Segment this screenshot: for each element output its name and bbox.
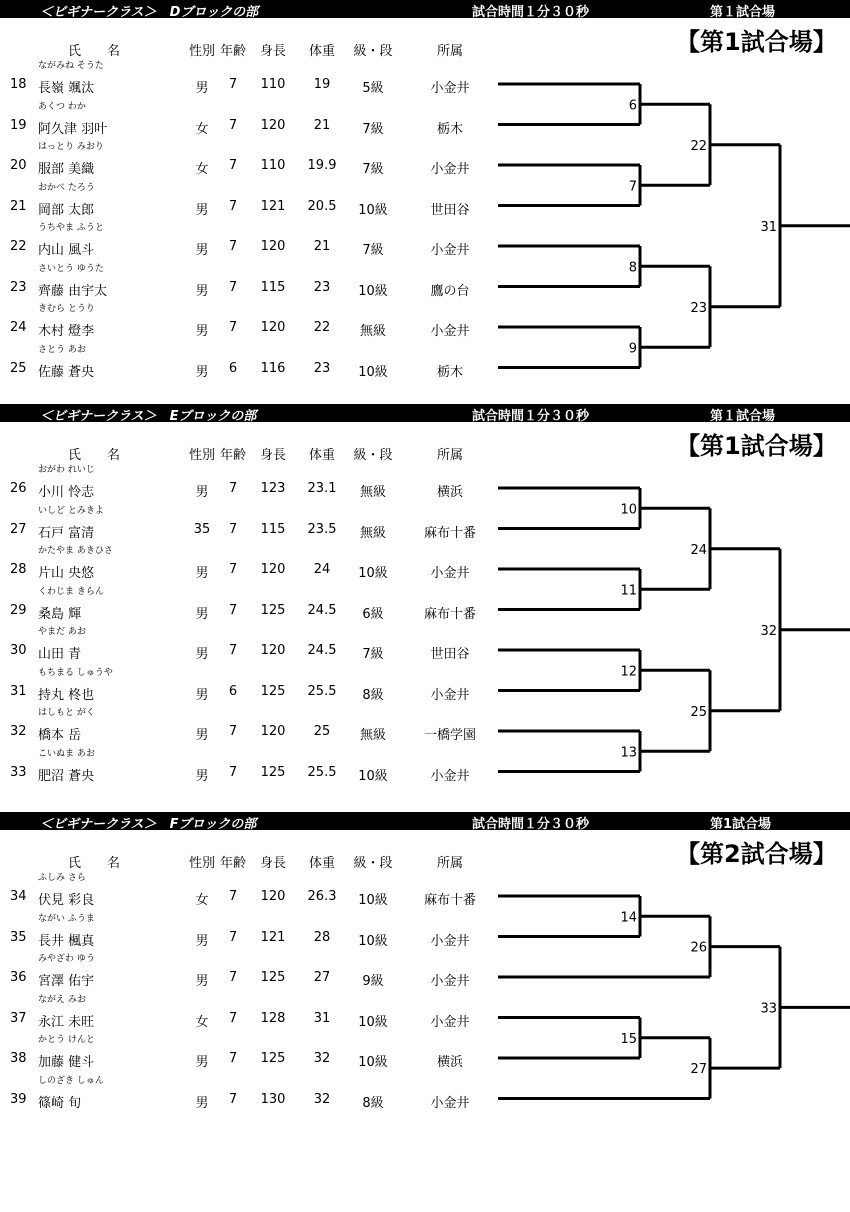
name-reading: おがわ れいじ [38,465,95,475]
competitor-rank: 10級 [358,566,388,581]
competitor-affil: 横浜 [436,485,464,500]
name-reading: さとう あお [38,344,86,355]
competitor-name: 長嶺 颯汰 [38,81,95,96]
competitor-height: 120 [260,117,286,133]
competitor-age: 7 [228,724,238,739]
competitor-weight: 23.5 [307,521,337,537]
competitor-number: 29 [10,602,27,618]
competitor-number: 28 [10,562,27,577]
column-header-rank: 級・段 [353,856,393,871]
competitor-gender: 女 [195,162,209,177]
column-header-age: 年齢 [219,448,247,463]
match-time: 試合時間１分３０秒 [472,817,590,832]
competitor-number: 23 [10,279,27,295]
competitor-gender: 男 [195,243,209,258]
competitor-number: 27 [10,521,27,537]
competitor-weight: 31 [313,1010,331,1026]
competitor-name: 橋本 岳 [38,728,82,743]
competitor-number: 21 [10,198,27,214]
name-reading: やまだ あお [38,627,86,637]
competitor-name: 伏見 彩良 [38,893,95,908]
competitor-rank: 10級 [358,768,388,784]
competitor-gender: 男 [195,202,209,218]
competitor-number: 22 [10,239,27,254]
column-header-affil: 所属 [436,856,464,871]
competitor-age: 7 [228,643,238,658]
competitor-name: 岡部 太郎 [38,202,95,218]
column-header-affil: 所属 [436,44,464,59]
match-number: 6 [628,98,637,114]
competitor-number: 26 [10,481,27,496]
match-number: 33 [760,1001,777,1017]
competitor-gender: 男 [195,324,209,339]
name-reading: しのざき しゅん [38,1075,104,1086]
column-header-name: 氏 名 [68,448,121,463]
competitor-number: 18 [10,77,27,92]
competitor-gender: 男 [195,1095,209,1111]
competitor-affil: 小金井 [430,687,470,703]
venue-label: 第1試合場 [710,817,772,832]
match-number: 24 [690,542,707,558]
name-reading: もちまる しゅうや [38,667,113,678]
match-number: 26 [690,940,707,956]
competitor-rank: 10級 [358,893,388,908]
competitor-affil: 小金井 [430,566,470,581]
competitor-affil: 小金井 [430,324,470,339]
competitor-gender: 男 [195,933,209,949]
competitor-age: 7 [228,239,238,254]
competitor-number: 25 [10,360,27,376]
name-reading: さいとう ゆうた [38,263,104,274]
match-number: 11 [620,583,637,599]
match-number: 31 [760,219,777,235]
competitor-height: 116 [260,360,286,376]
competitor-weight: 24 [313,562,331,577]
competitor-number: 33 [10,764,27,780]
competitor-gender: 男 [195,283,209,299]
competitor-height: 121 [260,929,286,945]
competitor-age: 7 [228,1051,238,1066]
competitor-gender: 女 [195,121,209,137]
competitor-height: 120 [260,643,286,658]
name-reading: きむら とうり [38,304,95,314]
competitor-weight: 21 [313,117,331,133]
bracket-block [0,812,850,1212]
competitor-affil: 麻布十番 [423,525,477,541]
name-reading: こいぬま あお [38,748,95,759]
competitor-number: 32 [10,724,27,739]
competitor-height: 123 [260,481,286,496]
class-label: ＜ビギナークラス＞ Fブロックの部 [40,817,257,832]
competitor-rank: 無級 [359,485,387,500]
column-header-name: 氏 名 [68,44,121,59]
competitor-name: 服部 美織 [38,162,95,177]
competitor-name: 永江 未旺 [38,1014,95,1030]
column-header-affil: 所属 [436,448,464,463]
competitor-rank: 8級 [362,1095,384,1111]
competitor-weight: 26.3 [307,889,337,904]
name-reading: いしど とみきよ [38,505,104,516]
competitor-affil: 麻布十番 [423,606,477,622]
competitor-rank: 7級 [362,121,384,137]
name-reading: あくつ わか [38,101,86,112]
competitor-age: 7 [228,929,238,945]
competitor-height: 121 [260,198,286,214]
competitor-age: 6 [228,360,238,376]
competitor-weight: 23 [313,279,331,295]
competitor-weight: 25.5 [307,683,337,699]
competitor-weight: 23 [313,360,331,376]
competitor-height: 125 [260,1051,286,1066]
match-number: 7 [628,179,637,195]
competitor-age: 7 [228,77,238,92]
competitor-affil: 小金井 [430,81,470,96]
competitor-rank: 10級 [358,364,388,380]
competitor-age: 7 [228,889,238,904]
competitor-height: 120 [260,239,286,254]
competitor-age: 7 [228,970,238,985]
competitor-height: 125 [260,764,286,780]
match-number: 10 [620,502,637,518]
competitor-age: 7 [228,521,238,537]
competitor-age: 7 [228,481,238,496]
competitor-name: 佐藤 蒼央 [38,364,95,380]
competitor-rank: 10級 [358,283,388,299]
competitor-rank: 5級 [362,81,384,96]
competitor-rank: 7級 [362,243,384,258]
competitor-age: 7 [228,602,238,618]
competitor-number: 37 [10,1010,27,1026]
match-number: 15 [620,1031,637,1047]
competitor-gender: 男 [195,606,209,622]
competitor-affil: 鷹の台 [430,283,470,299]
competitor-affil: 小金井 [430,162,470,177]
competitor-name: 山田 青 [38,647,82,662]
competitor-name: 石戸 富清 [38,525,95,541]
name-reading: ながい ふうま [38,913,95,924]
name-reading: みやざわ ゆう [38,954,95,964]
name-reading: はしもと がく [38,708,95,718]
competitor-age: 7 [228,764,238,780]
name-reading: ながえ みお [38,994,86,1005]
competitor-weight: 27 [313,970,331,985]
competitor-name: 阿久津 羽叶 [38,121,108,137]
competitor-gender: 男 [195,974,209,989]
match-number: 32 [760,623,777,639]
competitor-number: 24 [10,320,27,335]
class-label: ＜ビギナークラス＞ Dブロックの部 [40,5,259,20]
competitor-gender: 男 [195,566,209,581]
competitor-weight: 22 [313,320,331,335]
competitor-rank: 無級 [359,324,387,339]
column-header-gender: 性別 [188,856,216,871]
competitor-name: 持丸 柊也 [38,687,95,703]
competitor-height: 120 [260,320,286,335]
competitor-name: 肥沼 蒼央 [38,768,95,784]
competitor-weight: 25.5 [307,764,337,780]
competitor-gender: 男 [195,81,209,96]
column-header-height: 身長 [259,44,287,59]
venue-title: 【第1試合場】 [676,28,837,56]
competitor-name: 加藤 健斗 [38,1055,95,1070]
competitor-age: 7 [228,279,238,295]
competitor-height: 110 [260,158,286,173]
competitor-name: 木村 燈李 [38,324,95,339]
column-header-height: 身長 [259,448,287,463]
competitor-age: 7 [228,158,238,173]
competitor-gender: 男 [195,728,209,743]
competitor-height: 125 [260,970,286,985]
competitor-rank: 7級 [362,647,384,662]
competitor-weight: 32 [313,1051,331,1066]
competitor-height: 120 [260,889,286,904]
name-reading: くわじま きらん [38,586,104,597]
competitor-name: 内山 風斗 [38,243,95,258]
match-number: 25 [690,704,707,720]
competitor-age: 7 [228,320,238,335]
name-reading: かたやま あきひさ [38,546,113,556]
competitor-gender: 男 [195,364,209,380]
column-header-gender: 性別 [188,448,216,463]
competitor-rank: 無級 [359,728,387,743]
competitor-gender: 男 [195,485,209,500]
venue-label: 第１試合場 [710,409,776,424]
match-number: 13 [620,745,637,761]
competitor-height: 125 [260,602,286,618]
competitor-gender: 女 [195,893,209,908]
competitor-gender: 男 [195,768,209,784]
venue-label: 第１試合場 [710,5,776,20]
competitor-height: 130 [260,1091,286,1107]
name-reading: ながみね そうた [38,61,104,71]
competitor-affil: 栃木 [436,121,464,137]
competitor-affil: 小金井 [430,933,470,949]
column-header-weight: 体重 [308,44,336,59]
class-label: ＜ビギナークラス＞ Eブロックの部 [40,409,257,424]
competitor-name: 宮澤 佑宇 [38,974,95,989]
competitor-weight: 32 [313,1091,331,1107]
bracket-lines [0,404,850,804]
column-header-weight: 体重 [308,448,336,463]
competitor-age: 7 [228,1010,238,1026]
competitor-number: 39 [10,1091,27,1107]
competitor-gender: 女 [195,1014,209,1030]
competitor-number: 31 [10,683,27,699]
competitor-height: 110 [260,77,286,92]
venue-title: 【第1試合場】 [676,432,837,460]
competitor-weight: 21 [313,239,331,254]
competitor-affil: 小金井 [430,1014,470,1030]
competitor-name: 桑島 輝 [38,606,82,622]
competitor-weight: 25 [313,724,331,739]
competitor-rank: 10級 [358,202,388,218]
column-header-rank: 級・段 [353,44,393,59]
competitor-age: 7 [228,1091,238,1107]
competitor-affil: 小金井 [430,768,470,784]
competitor-affil: 小金井 [430,243,470,258]
competitor-rank: 10級 [358,1014,388,1030]
competitor-name: 齊藤 由宇太 [38,283,108,299]
competitor-gender: 35 [193,521,211,537]
bracket-block [0,0,850,400]
competitor-rank: 7級 [362,162,384,177]
competitor-age: 7 [228,562,238,577]
column-header-gender: 性別 [188,44,216,59]
competitor-number: 30 [10,643,27,658]
column-header-weight: 体重 [308,856,336,871]
column-header-rank: 級・段 [353,448,393,463]
competitor-rank: 10級 [358,933,388,949]
competitor-weight: 19.9 [307,158,337,173]
competitor-affil: 横浜 [436,1055,464,1070]
competitor-affil: 一橋学園 [423,728,477,743]
competitor-gender: 男 [195,687,209,703]
competitor-height: 125 [260,683,286,699]
competitor-affil: 小金井 [430,974,470,989]
competitor-weight: 28 [313,929,331,945]
name-reading: おかべ たろう [38,182,95,193]
competitor-rank: 6級 [362,606,384,622]
name-reading: かとう けんと [38,1035,95,1045]
competitor-number: 36 [10,970,27,985]
bracket-block [0,404,850,804]
match-number: 14 [620,910,637,926]
match-number: 22 [690,138,707,154]
competitor-weight: 24.5 [307,643,337,658]
competitor-height: 120 [260,724,286,739]
competitor-number: 20 [10,158,27,173]
competitor-height: 120 [260,562,286,577]
column-header-height: 身長 [259,856,287,871]
competitor-age: 6 [228,683,238,699]
competitor-gender: 男 [195,1055,209,1070]
competitor-name: 篠崎 旬 [38,1095,82,1111]
name-reading: はっとり みおり [38,142,104,152]
competitor-number: 35 [10,929,27,945]
match-number: 23 [690,300,707,316]
competitor-rank: 10級 [358,1055,388,1070]
match-time: 試合時間１分３０秒 [472,5,590,20]
match-number: 27 [690,1062,707,1078]
competitor-number: 19 [10,117,27,133]
bracket-lines [0,812,850,1212]
competitor-height: 115 [260,279,286,295]
venue-title: 【第2試合場】 [676,840,837,868]
bracket-lines [0,0,850,400]
competitor-name: 片山 央悠 [38,566,95,581]
competitor-weight: 24.5 [307,602,337,618]
competitor-affil: 世田谷 [430,202,470,218]
competitor-age: 7 [228,198,238,214]
competitor-rank: 8級 [362,687,384,703]
competitor-affil: 麻布十番 [423,893,477,908]
name-reading: ふしみ さら [38,873,86,883]
match-number: 12 [620,664,637,680]
competitor-height: 115 [260,521,286,537]
competitor-height: 128 [260,1010,286,1026]
competitor-affil: 栃木 [436,364,464,380]
match-time: 試合時間１分３０秒 [472,409,590,424]
competitor-name: 長井 楓真 [38,933,95,949]
match-number: 8 [628,260,637,276]
competitor-gender: 男 [195,647,209,662]
competitor-name: 小川 怜志 [38,485,95,500]
competitor-number: 34 [10,889,27,904]
competitor-weight: 23.1 [307,481,337,496]
name-reading: うちやま ふうと [38,223,104,233]
match-number: 9 [628,341,637,357]
competitor-weight: 19 [313,77,331,92]
competitor-weight: 20.5 [307,198,337,214]
competitor-number: 38 [10,1051,27,1066]
competitor-rank: 9級 [362,974,384,989]
column-header-age: 年齢 [219,856,247,871]
column-header-name: 氏 名 [68,856,121,871]
competitor-age: 7 [228,117,238,133]
competitor-affil: 小金井 [430,1095,470,1111]
competitor-affil: 世田谷 [430,647,470,662]
competitor-rank: 無級 [359,525,387,541]
column-header-age: 年齢 [219,44,247,59]
